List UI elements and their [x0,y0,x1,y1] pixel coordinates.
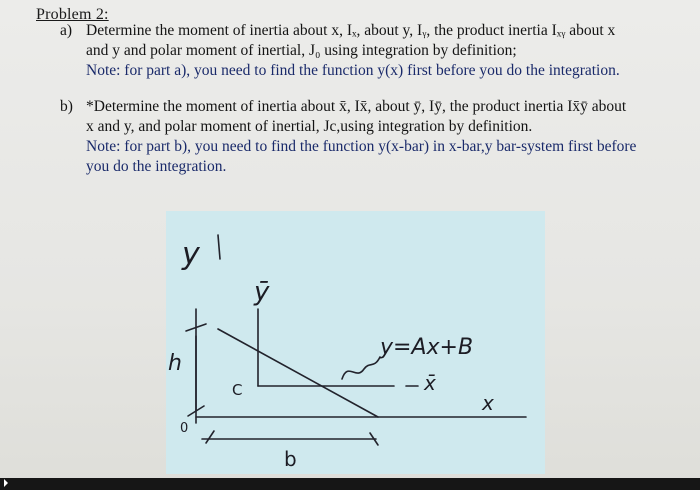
part-b-note-2: you do the integration. [86,158,227,175]
figure-drawing [166,211,545,474]
part-b-line-1: *Determine the moment of inertia about x̄, Ix̄, about ȳ, Iȳ, the product inertia Ix̄ȳ about [86,98,627,115]
b-left-tick [206,431,214,443]
play-marker-icon [4,479,8,487]
x-axis-label: x [482,391,494,415]
part-b-line-2: x and y, and polar moment of inertial, Jc,using integration by definition. [86,118,533,135]
h-label: h [168,351,182,376]
origin-label: 0 [180,421,189,436]
part-b-marker: b) [60,98,73,115]
ybar-label: ȳ [254,277,270,307]
part-a [60,21,620,81]
part-b [60,97,636,177]
part-a-line-1: Determine the moment of inertia about x, Iₓ, about y, Iᵧ, the product inertia Iₓᵧ about x [86,22,616,39]
part-a-marker: a) [60,22,73,39]
handwritten-figure [166,211,545,474]
part-b-note-1: Note: for part b), you need to find the function y(x-bar) in x-bar,y bar-system first before [86,138,637,155]
equation-label: y=Ax+B [380,335,474,360]
b-label: b [284,447,297,471]
part-a-line-2: and y and polar moment of inertial, J₀ using integration by definition; [86,42,517,59]
centroid-label: C [232,381,243,399]
y-axis-arrow [218,235,220,259]
equation-leader [342,357,380,379]
part-a-note: Note: for part a), you need to find the function y(x) first before you do the integration. [86,62,620,79]
problem-title: Problem 2: [36,6,109,23]
bottom-strip [0,478,700,490]
y-axis-label: y [182,237,200,272]
xbar-label: x̄ [424,371,436,395]
